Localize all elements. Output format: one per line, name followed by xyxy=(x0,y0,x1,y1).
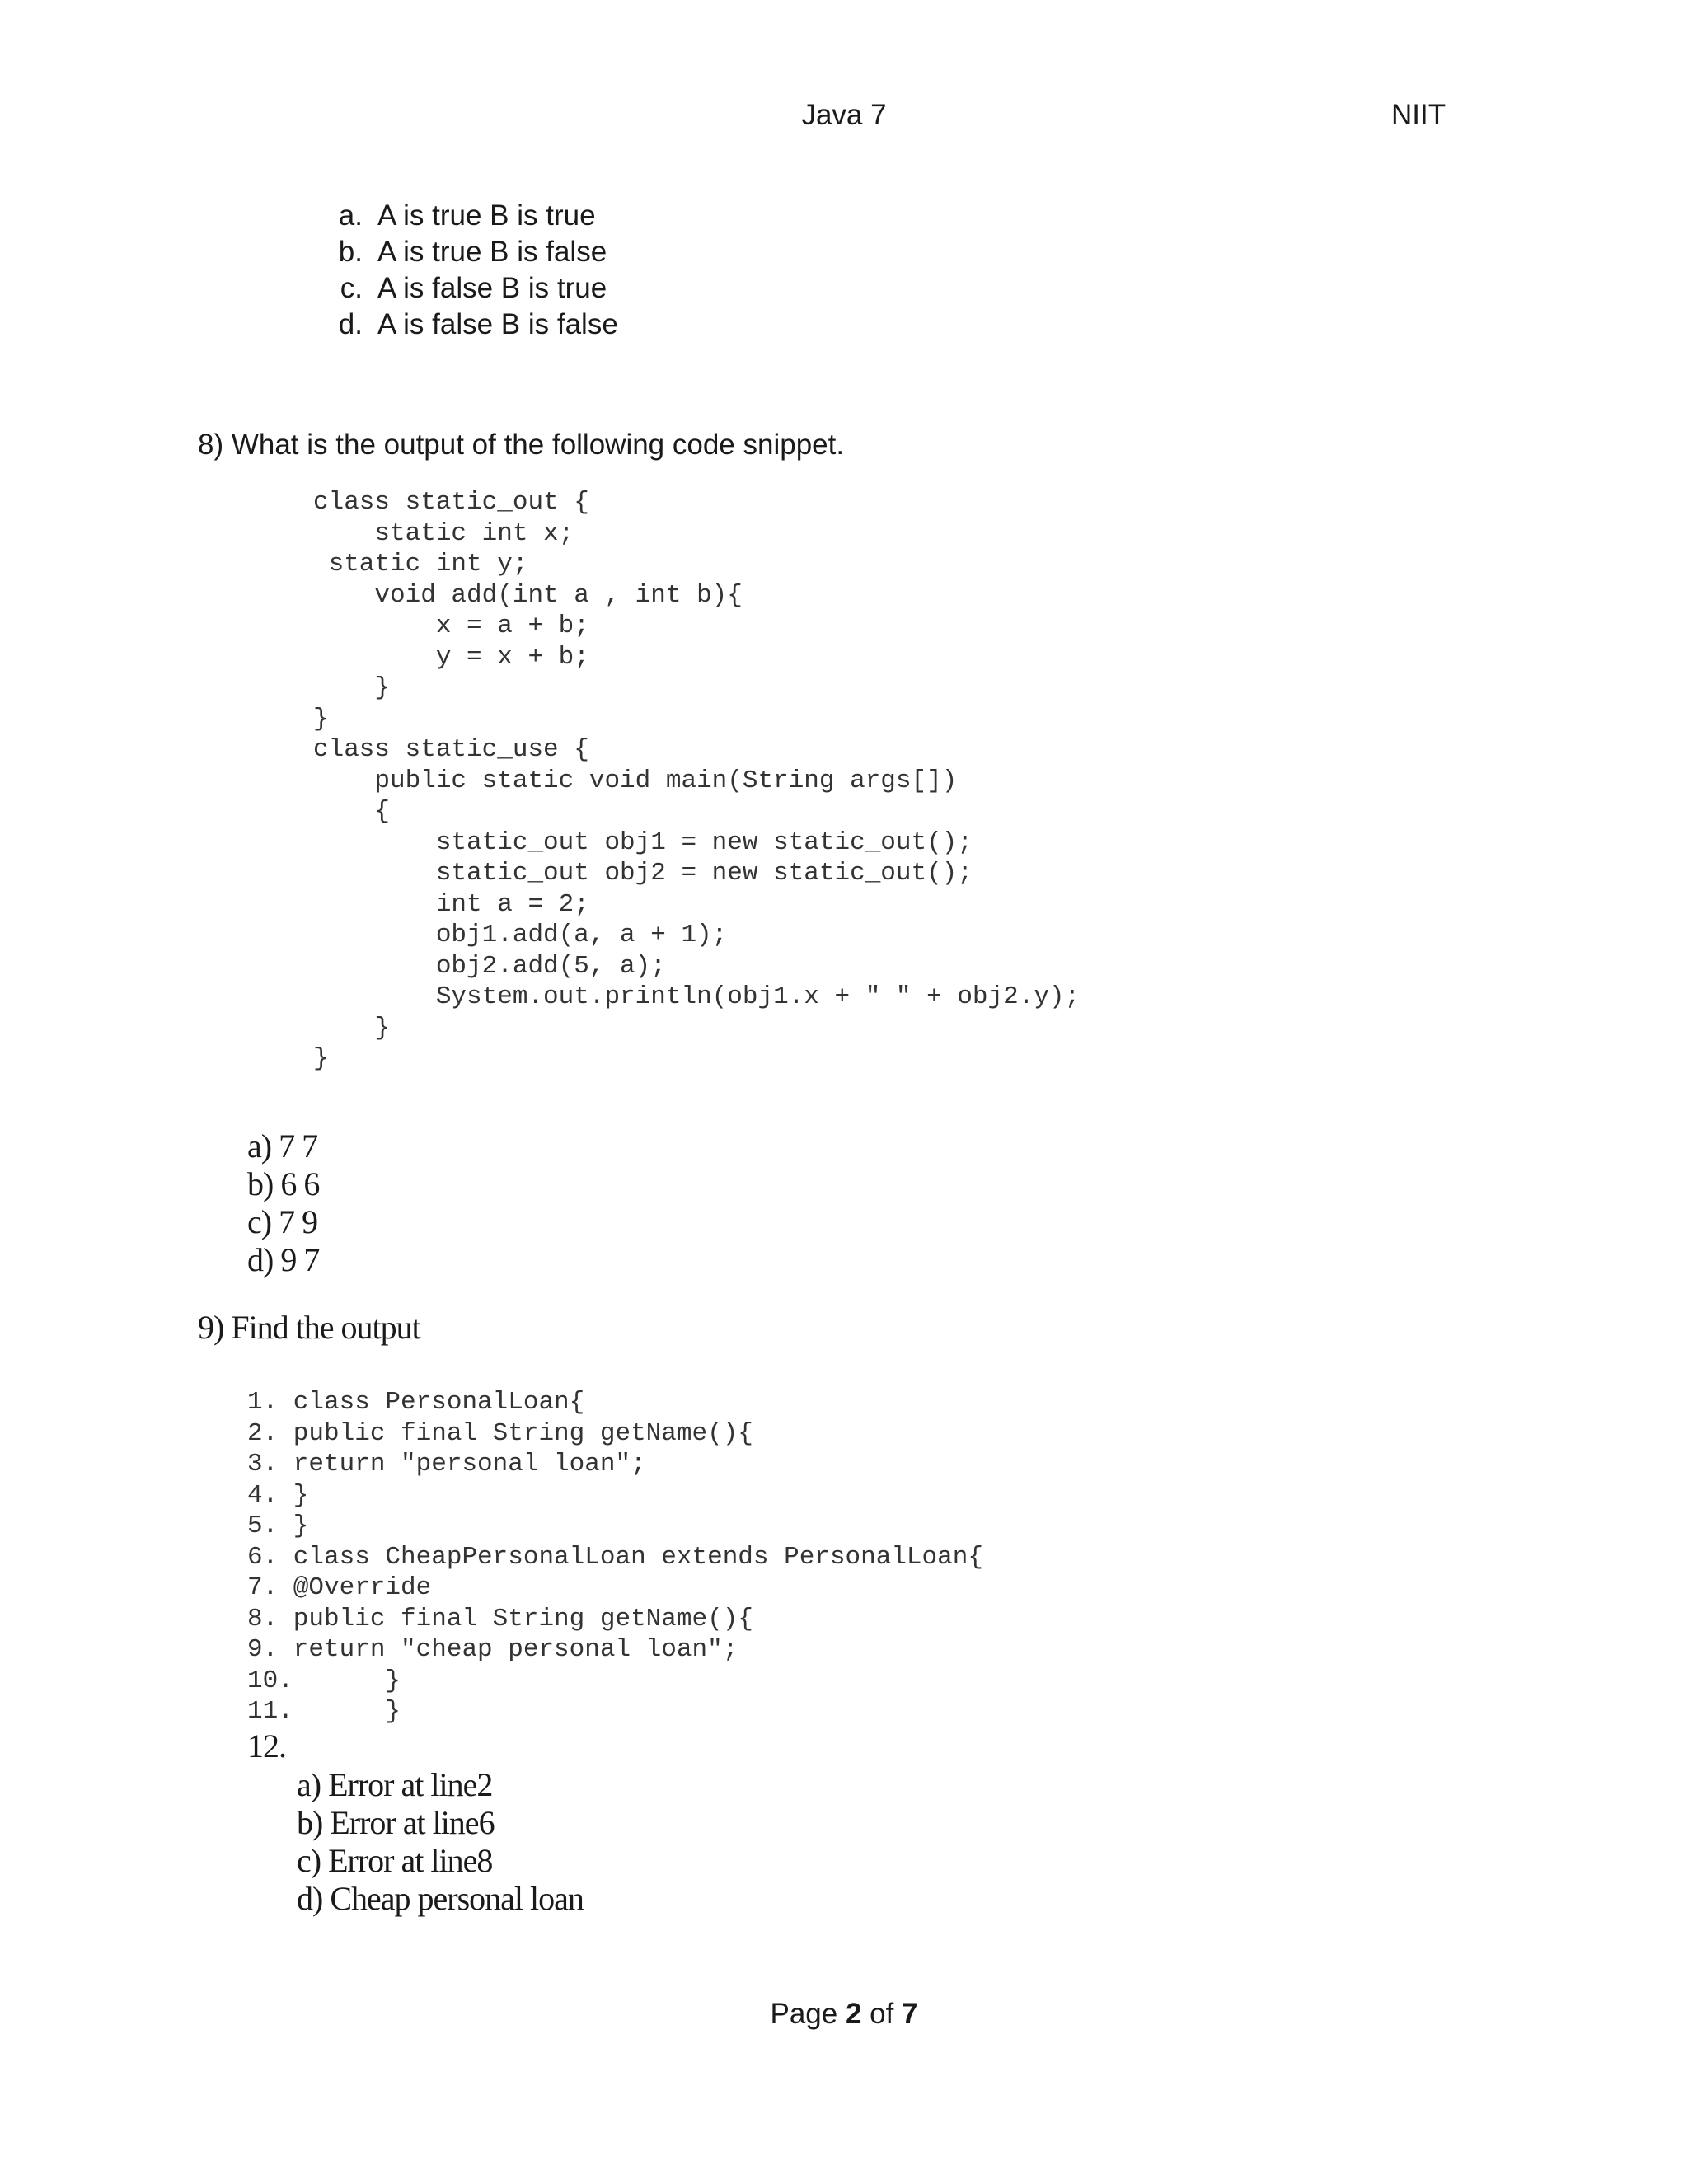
q7-option-b xyxy=(312,234,618,270)
q8-answer-a: a) 7 7 xyxy=(247,1127,318,1165)
q9-answer-b: b) Error at line6 xyxy=(297,1804,495,1841)
q7-options-list xyxy=(312,198,618,343)
q8-question-heading: 8) What is the output of the following code snippet. xyxy=(198,429,845,461)
q7-option-a xyxy=(312,198,618,234)
option-text: A is true B is true xyxy=(377,199,596,232)
q8-answer-d: d) 9 7 xyxy=(247,1241,320,1278)
q8-answer-b: b) 6 6 xyxy=(247,1165,320,1202)
footer-page-prefix: Page xyxy=(770,1998,846,2030)
option-letter: a. xyxy=(338,199,363,232)
option-text: A is true B is false xyxy=(377,236,607,268)
q9-code-snippet: 1. class PersonalLoan{ 2. public final String getName(){ 3. return "personal loan"; 4. } 5. } 6. class CheapPersonalLoan extends PersonalLoan{ 7. @Override 8. public final String getName(){ 9. return "cheap personal loan"; 10. } 11. } xyxy=(247,1388,983,1726)
q9-answer-list xyxy=(297,1766,584,1918)
option-letter: b. xyxy=(338,236,363,268)
q7-option-d xyxy=(312,307,618,343)
q9-code-line-12: 12. xyxy=(247,1727,286,1765)
footer-total-pages: 7 xyxy=(902,1998,918,2030)
header-organization: NIIT xyxy=(1391,99,1447,131)
q9-answer-d: d) Cheap personal loan xyxy=(297,1880,584,1917)
q8-answer-list xyxy=(247,1127,319,1279)
option-letter: d. xyxy=(338,308,363,340)
q9-answer-a: a) Error at line2 xyxy=(297,1766,493,1803)
footer-current-page: 2 xyxy=(845,1998,862,2030)
header-title: Java 7 xyxy=(801,99,887,131)
q9-question-heading: 9) Find the output xyxy=(198,1309,420,1346)
option-letter: c. xyxy=(340,272,363,304)
option-text: A is false B is false xyxy=(377,308,618,340)
q8-answer-c: c) 7 9 xyxy=(247,1203,318,1240)
option-text: A is false B is true xyxy=(377,272,607,304)
q8-code-snippet: class static_out { static int x; static int y; void add(int a , int b){ x = a + b; y = x + b; } } class static_use { public static void main(String args[]) { static_out obj1 = new static_out(); static_out obj2 = new static_out(); int a = 2; obj1.add(a, a + 1); obj2.add(5, a); System.out.println(obj1.x + " " + obj2.y); } } xyxy=(313,488,1081,1073)
q7-option-c xyxy=(312,270,618,307)
page-footer xyxy=(0,1996,1688,2032)
footer-of-text: of xyxy=(861,1998,903,2030)
q9-answer-c: c) Error at line8 xyxy=(297,1842,493,1879)
